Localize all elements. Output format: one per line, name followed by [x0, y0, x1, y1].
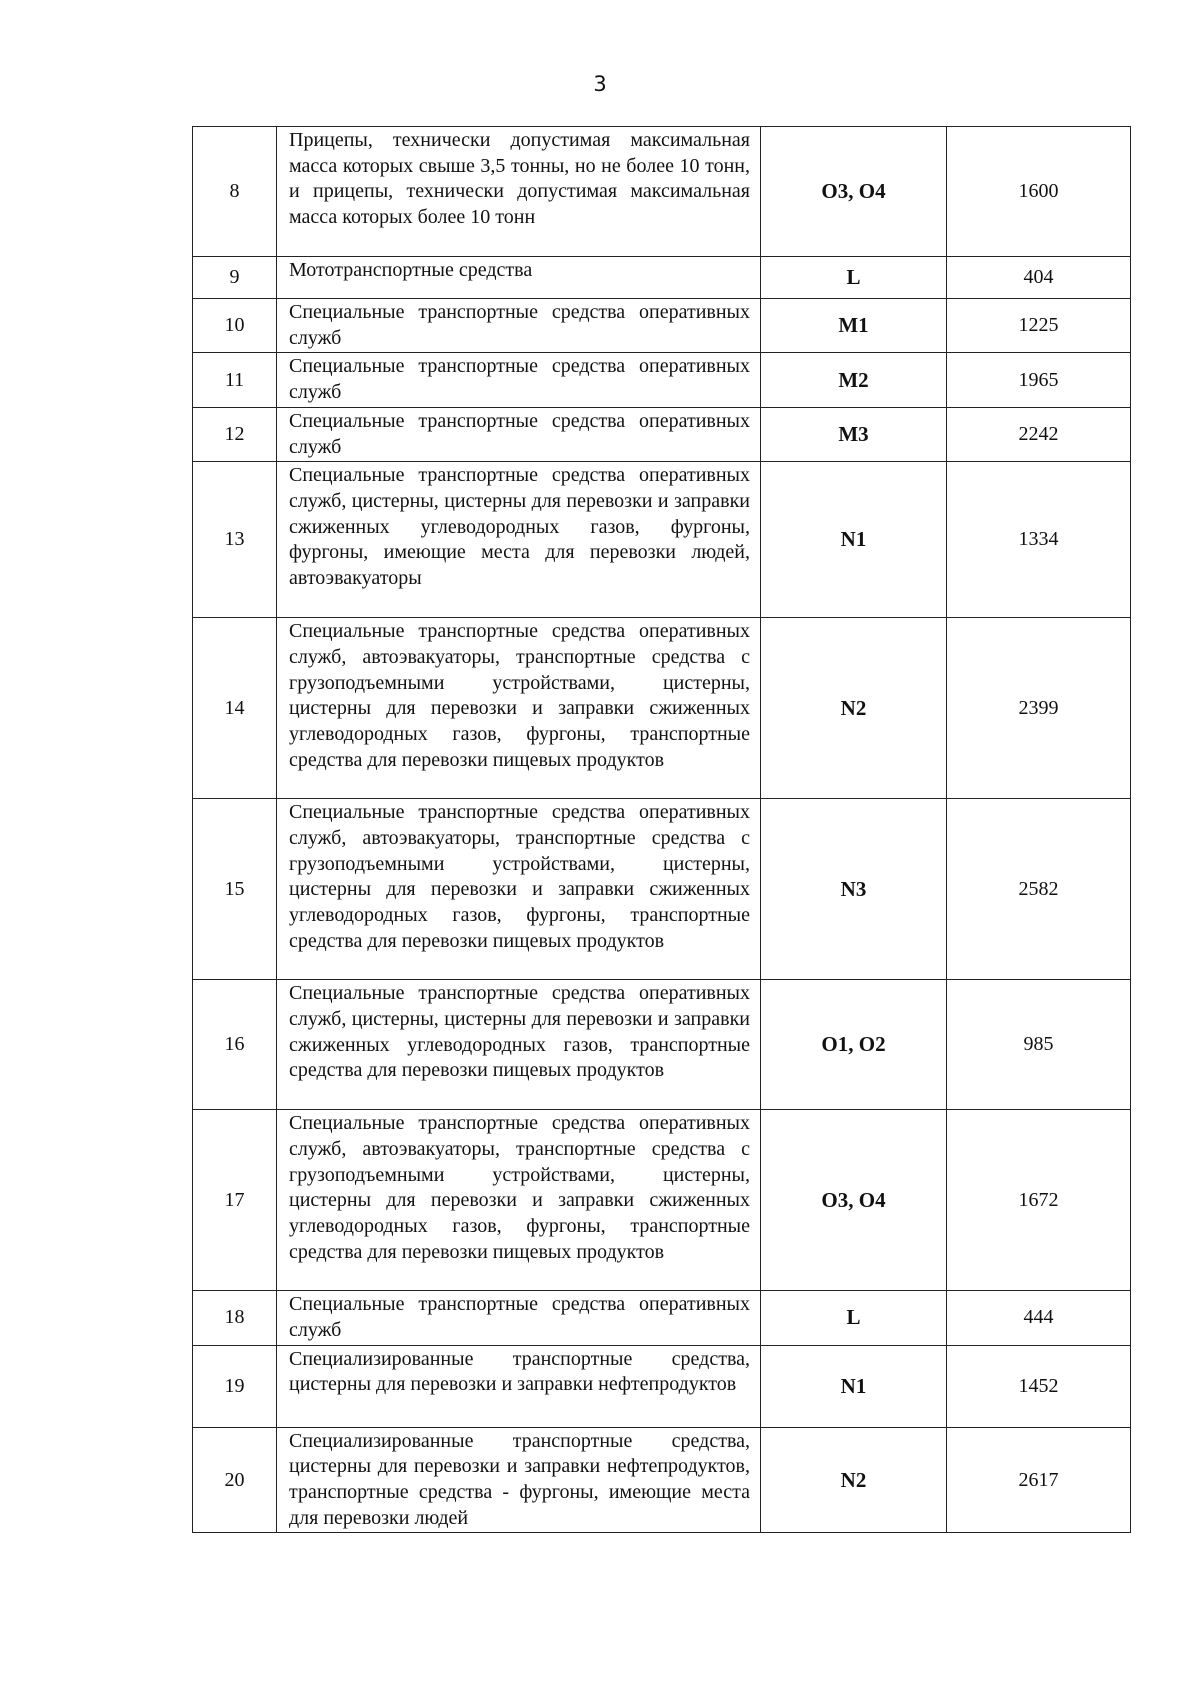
row-number: 16	[193, 980, 277, 1110]
row-number: 9	[193, 257, 277, 299]
tariff-value: 1452	[947, 1345, 1131, 1427]
vehicle-category: O3, O4	[761, 127, 947, 257]
tariff-value: 1965	[947, 353, 1131, 407]
vehicle-category: M3	[761, 407, 947, 461]
table-row	[193, 799, 1131, 980]
table-row	[193, 1345, 1131, 1427]
row-number: 18	[193, 1291, 277, 1345]
row-number: 11	[193, 353, 277, 407]
vehicle-description: Специальные транспортные средства оперативных служб, автоэвакуаторы, транспортные средства с грузоподъемными устройствами, цистерны, цистерны для перевозки и заправки сжиженных углеводородных газов, фургоны, транспортные средства для перевозки пищевых продуктов	[277, 1110, 761, 1291]
table-row	[193, 618, 1131, 799]
vehicle-category: N1	[761, 462, 947, 618]
table-row	[193, 462, 1131, 618]
table-row	[193, 980, 1131, 1110]
vehicle-category: N1	[761, 1345, 947, 1427]
vehicle-category: N2	[761, 1427, 947, 1533]
tariff-value: 1672	[947, 1110, 1131, 1291]
vehicle-category: N3	[761, 799, 947, 980]
page-number: 3	[593, 72, 607, 96]
vehicle-description: Специализированные транспортные средства, цистерны для перевозки и заправки нефтепродуктов	[277, 1345, 761, 1427]
table-row	[193, 407, 1131, 461]
vehicle-description: Специальные транспортные средства оперативных служб	[277, 407, 761, 461]
table-row	[193, 1427, 1131, 1533]
row-number: 15	[193, 799, 277, 980]
row-number: 14	[193, 618, 277, 799]
row-number: 13	[193, 462, 277, 618]
row-number: 17	[193, 1110, 277, 1291]
table-row	[193, 1291, 1131, 1345]
vehicle-category: L	[761, 257, 947, 299]
vehicle-category: L	[761, 1291, 947, 1345]
vehicle-description: Специальные транспортные средства оперативных служб, цистерны, цистерны для перевозки и заправки сжиженных углеводородных газов, транспортные средства для перевозки пищевых продуктов	[277, 980, 761, 1110]
table-row	[193, 1110, 1131, 1291]
tariff-value: 1600	[947, 127, 1131, 257]
tariff-value: 444	[947, 1291, 1131, 1345]
vehicle-tariff-table	[192, 126, 1131, 1533]
tariff-value: 404	[947, 257, 1131, 299]
tariff-value: 2399	[947, 618, 1131, 799]
vehicle-description: Специализированные транспортные средства, цистерны для перевозки и заправки нефтепродуктов, транспортные средства - фургоны, имеющие места для перевозки людей	[277, 1427, 761, 1533]
row-number: 19	[193, 1345, 277, 1427]
table-row	[193, 353, 1131, 407]
tariff-value: 1225	[947, 299, 1131, 353]
vehicle-description: Специальные транспортные средства оперативных служб	[277, 299, 761, 353]
vehicle-description: Мототранспортные средства	[277, 257, 761, 299]
tariff-value: 1334	[947, 462, 1131, 618]
vehicle-category: O1, O2	[761, 980, 947, 1110]
vehicle-description: Прицепы, технически допустимая максимальная масса которых свыше 3,5 тонны, но не более 10 тонн, и прицепы, технически допустимая максимальная масса которых более 10 тонн	[277, 127, 761, 257]
vehicle-description: Специальные транспортные средства оперативных служб	[277, 1291, 761, 1345]
vehicle-category: N2	[761, 618, 947, 799]
vehicle-category: M2	[761, 353, 947, 407]
table-row	[193, 299, 1131, 353]
tariff-value: 985	[947, 980, 1131, 1110]
vehicle-description: Специальные транспортные средства оперативных служб	[277, 353, 761, 407]
tariff-value: 2242	[947, 407, 1131, 461]
vehicle-description: Специальные транспортные средства оперативных служб, автоэвакуаторы, транспортные средства с грузоподъемными устройствами, цистерны, цистерны для перевозки и заправки сжиженных углеводородных газов, фургоны, транспортные средства для перевозки пищевых продуктов	[277, 799, 761, 980]
tariff-value: 2582	[947, 799, 1131, 980]
row-number: 12	[193, 407, 277, 461]
tariff-value: 2617	[947, 1427, 1131, 1533]
vehicle-category: M1	[761, 299, 947, 353]
row-number: 8	[193, 127, 277, 257]
vehicle-description: Специальные транспортные средства оперативных служб, автоэвакуаторы, транспортные средства с грузоподъемными устройствами, цистерны, цистерны для перевозки и заправки сжиженных углеводородных газов, фургоны, транспортные средства для перевозки пищевых продуктов	[277, 618, 761, 799]
vehicle-description: Специальные транспортные средства оперативных служб, цистерны, цистерны для перевозки и заправки сжиженных углеводородных газов, фургоны, фургоны, имеющие места для перевозки людей, автоэвакуаторы	[277, 462, 761, 618]
vehicle-category: O3, O4	[761, 1110, 947, 1291]
table-row	[193, 257, 1131, 299]
table-row	[193, 127, 1131, 257]
row-number: 20	[193, 1427, 277, 1533]
row-number: 10	[193, 299, 277, 353]
